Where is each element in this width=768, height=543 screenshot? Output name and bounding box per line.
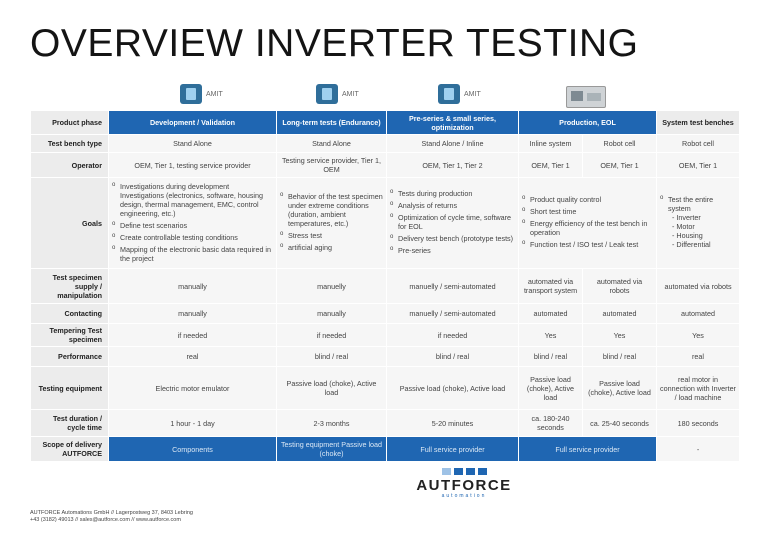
cell: manually	[109, 304, 276, 323]
cell: Electric motor emulator	[109, 367, 276, 409]
amit-logo: AMIT	[316, 84, 359, 104]
cell: blind / real	[519, 347, 582, 366]
goals-long-term	[277, 178, 386, 268]
autforce-logo	[412, 468, 516, 499]
cell: manuelly	[277, 269, 386, 303]
phase-pre-series: Pre-series & small series, optimization	[387, 111, 518, 134]
cell: if needed	[109, 324, 276, 346]
goal-subitem: - Inverter	[672, 213, 701, 222]
cell: blind / real	[583, 347, 656, 366]
goal-item: o Define test scenarios	[120, 221, 273, 230]
amit-device-icon	[438, 84, 460, 104]
cell: Components	[109, 437, 276, 461]
cell: 2-3 months	[277, 410, 386, 436]
cell: manually	[109, 269, 276, 303]
row-operator	[31, 153, 739, 177]
cell: ca. 180-240 seconds	[519, 410, 582, 436]
phase-system: System test benches	[657, 111, 739, 134]
cell: Passive load (choke), Active load	[387, 367, 518, 409]
cell: automated via transport system	[519, 269, 582, 303]
goal-item: o Create controllable testing conditions	[120, 233, 273, 242]
goal-subitem: - Motor	[672, 222, 695, 231]
row-bench-type	[31, 135, 739, 152]
cell: manuelly / semi-automated	[387, 269, 518, 303]
cell: Full service provider	[519, 437, 656, 461]
cell: real motor in connection with Inverter / load machine	[657, 367, 739, 409]
goal-item: o Product quality control	[530, 195, 653, 204]
overview-table	[30, 110, 740, 462]
cell: automated via robots	[657, 269, 739, 303]
cell: automated	[519, 304, 582, 323]
cell: if needed	[277, 324, 386, 346]
cell: Yes	[583, 324, 656, 346]
row-label: Contacting	[31, 304, 108, 323]
brand-subtitle: automation	[441, 493, 487, 499]
goal-item: o Tests during production	[398, 189, 515, 198]
goal-item: o artificial aging	[288, 243, 383, 252]
row-testing-equipment	[31, 367, 739, 409]
row-performance	[31, 347, 739, 366]
footer-address: AUTFORCE Automations GmbH // Lagerpostweg 37, 8403 Lebring	[30, 510, 193, 516]
cell: Testing service provider, Tier 1, OEM	[277, 153, 386, 177]
cell: automated	[583, 304, 656, 323]
row-duration	[31, 410, 739, 436]
row-product-phase	[31, 111, 739, 134]
cell: Robot cell	[583, 135, 656, 152]
cell: manuelly / semi-automated	[387, 304, 518, 323]
cell: OEM, Tier 1	[583, 153, 656, 177]
row-contacting	[31, 304, 739, 323]
goal-item: o Behavior of the test specimen under extreme conditions (duration, ambient temperatures, etc.)	[288, 192, 383, 228]
cell: real	[109, 347, 276, 366]
cell: Full service provider	[387, 437, 518, 461]
cell: blind / real	[277, 347, 386, 366]
row-specimen-supply	[31, 269, 739, 303]
logo-strip	[0, 84, 768, 108]
cell: OEM, Tier 1, Tier 2	[387, 153, 518, 177]
row-tempering	[31, 324, 739, 346]
goals-system	[657, 178, 739, 268]
row-label: Performance	[31, 347, 108, 366]
row-scope	[31, 437, 739, 461]
cell: real	[657, 347, 739, 366]
goal-item: o Stress test	[288, 231, 383, 240]
row-label: Test bench type	[31, 135, 108, 152]
cell: Yes	[657, 324, 739, 346]
amit-device-icon	[316, 84, 338, 104]
cell: 1 hour - 1 day	[109, 410, 276, 436]
goal-item	[668, 195, 736, 249]
footer-contact-line: +43 (3182) 49013 // sales@autforce.com // www.autforce.com	[30, 517, 181, 524]
goals-production	[519, 178, 656, 268]
amit-logo: AMIT	[180, 84, 223, 104]
goal-subitem: - Housing	[672, 231, 703, 240]
footer-contact	[30, 510, 193, 525]
cell: OEM, Tier 1	[519, 153, 582, 177]
cell: Stand Alone / Inline	[387, 135, 518, 152]
brand-name: AUTFORCE	[416, 477, 512, 494]
row-label: Product phase	[31, 111, 108, 134]
goal-item: o Optimization of cycle time, software for EOL	[398, 213, 515, 231]
row-label: Test duration / cycle time	[31, 410, 108, 436]
cell: Passive load (choke), Active load	[583, 367, 656, 409]
cell: Testing equipment Passive load (choke)	[277, 437, 386, 461]
cell: Inline system	[519, 135, 582, 152]
row-label: Scope of delivery AUTFORCE	[31, 437, 108, 461]
cell: Robot cell	[657, 135, 739, 152]
cell: blind / real	[387, 347, 518, 366]
goal-lead: Test the entire system	[668, 195, 714, 213]
row-label: Goals	[31, 178, 108, 268]
goal-item: o Analysis of returns	[398, 201, 515, 210]
cell: if needed	[387, 324, 518, 346]
goals-pre-series	[387, 178, 518, 268]
cell: 180 seconds	[657, 410, 739, 436]
page-title: OVERVIEW INVERTER TESTING	[30, 22, 639, 65]
amit-logo: AMIT	[438, 84, 481, 104]
cell: Stand Alone	[277, 135, 386, 152]
amit-device-icon	[180, 84, 202, 104]
cell: -	[657, 437, 739, 461]
cell: OEM, Tier 1	[657, 153, 739, 177]
phase-development: Development / Validation	[109, 111, 276, 134]
goal-item: o Pre-series	[398, 246, 515, 255]
goal-subitem: - Differential	[672, 240, 711, 249]
cell: manually	[277, 304, 386, 323]
goals-development	[109, 178, 276, 268]
cell: Passive load (choke), Active load	[519, 367, 582, 409]
phase-production: Production, EOL	[519, 111, 656, 134]
row-label: Test specimen supply / manipulation	[31, 269, 108, 303]
phase-long-term: Long-term tests (Endurance)	[277, 111, 386, 134]
logo-squares-icon	[412, 468, 516, 475]
row-goals	[31, 178, 739, 268]
cell: Yes	[519, 324, 582, 346]
goal-item: o Energy efficiency of the test bench in operation	[530, 219, 653, 237]
cell: automated	[657, 304, 739, 323]
row-label: Operator	[31, 153, 108, 177]
cell: OEM, Tier 1, testing service provider	[109, 153, 276, 177]
cell: Stand Alone	[109, 135, 276, 152]
goal-item: o Function test / ISO test / Leak test	[530, 240, 653, 249]
goal-item: o Investigations during development Investigations (electronics, software, housing design, thermal management, EMC, control engineering, etc.)	[120, 182, 273, 218]
row-label: Tempering Test specimen	[31, 324, 108, 346]
cell: 5-20 minutes	[387, 410, 518, 436]
cell: ca. 25-40 seconds	[583, 410, 656, 436]
production-rig-icon	[566, 86, 606, 108]
goal-item: o Delivery test bench (prototype tests)	[398, 234, 515, 243]
goal-item: o Short test time	[530, 207, 653, 216]
cell: automated via robots	[583, 269, 656, 303]
row-label: Testing equipment	[31, 367, 108, 409]
goal-item: o Mapping of the electronic basic data required in the project	[120, 245, 273, 263]
cell: Passive load (choke), Active load	[277, 367, 386, 409]
